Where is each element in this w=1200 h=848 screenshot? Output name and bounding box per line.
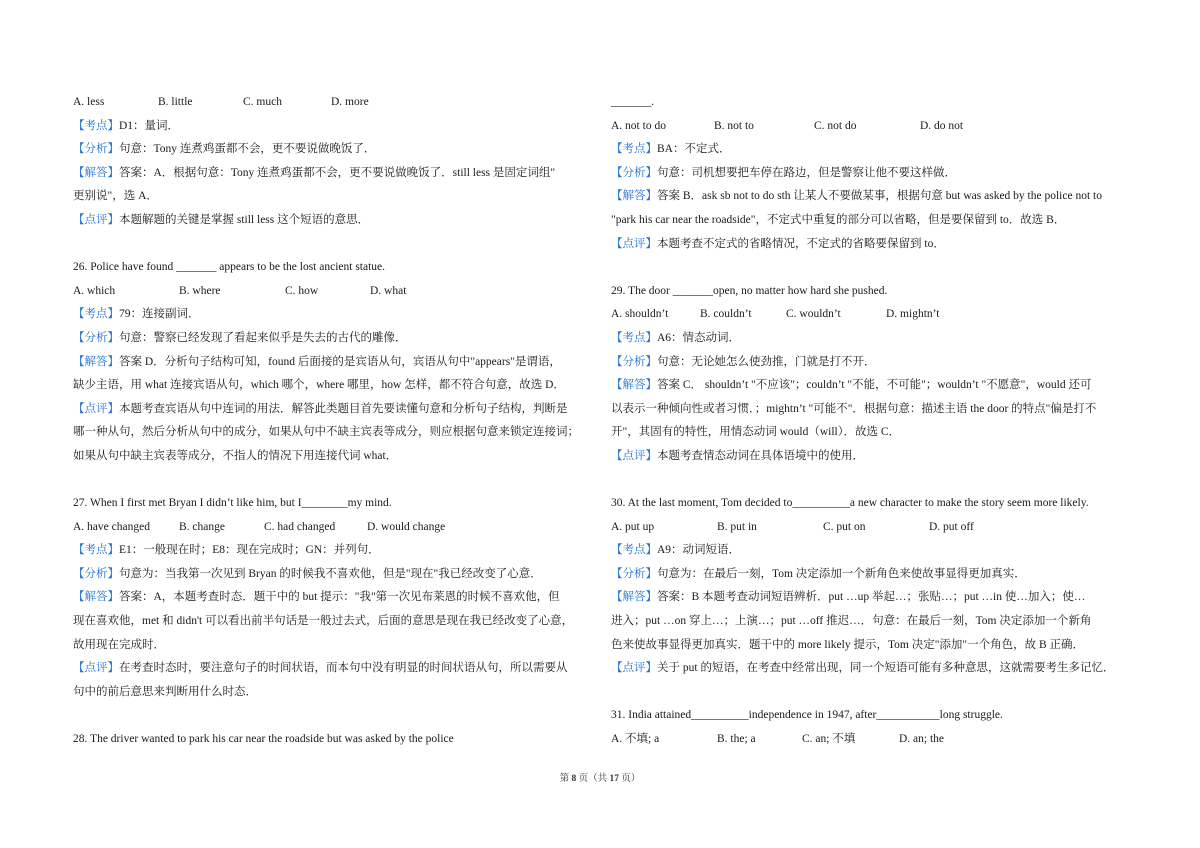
kaodian-tag: 【考点】 — [611, 331, 657, 344]
q26-dianping — [73, 398, 593, 422]
q25-fenxi — [73, 138, 593, 162]
kaodian-tag: 【考点】 — [611, 143, 657, 156]
q30-jieda-cont: 色来使故事显得更加真实．题干中的 more likely 提示，Tom 决定"添加"一个角色，故 B 正确． — [611, 638, 1085, 651]
q27-jieda — [73, 586, 593, 610]
option-b: B. put in — [717, 520, 757, 533]
q27-options — [73, 516, 593, 540]
q25-jieda-cont: 更别说"，选 A． — [73, 190, 158, 203]
dianping-tag: 【点评】 — [611, 449, 657, 462]
option-c: C. how — [285, 284, 319, 297]
q27-fenxi — [73, 563, 593, 587]
q27-dianping — [73, 657, 593, 681]
jieda-text: 答案 C． shouldn’t "不应该"；couldn’t "不能，不可能"；wouldn’t "不愿意"，would 还可 — [657, 379, 1092, 392]
option-a: A. put up — [611, 520, 655, 533]
fenxi-tag: 【分析】 — [73, 143, 119, 156]
fenxi-tag: 【分析】 — [611, 567, 657, 580]
q25-kaodian — [73, 115, 593, 139]
option-a: A. less — [73, 96, 105, 108]
option-b: B. change — [179, 520, 225, 533]
jieda-tag: 【解答】 — [73, 355, 119, 368]
q29-jieda-cont: 开"，其固有的特性，用情态动词 would（will）．故选 C． — [611, 426, 901, 439]
q26-dianping-cont: 哪一种从句，然后分析从句中的成分，如果从句中不缺主宾表等成分，则应根据句意来锁定连接词； — [73, 426, 579, 439]
option-b: B. little — [158, 96, 193, 108]
option-d: D. do not — [920, 119, 964, 132]
jieda-text: 答案：B 本题考查动词短语辨析．put …up 举起…；张贴…；put …in 使…加入；使… — [657, 591, 1086, 604]
q26-options — [73, 280, 593, 304]
dianping-tag: 【点评】 — [611, 662, 657, 675]
q30-stem: 30. At the last moment, Tom decided to__________a new character to make the story seem more likely. — [611, 497, 1089, 510]
q28-jieda — [611, 185, 1131, 209]
option-b: B. couldn’t — [700, 308, 752, 321]
dianping-text: 本题考查情态动词在具体语境中的使用． — [657, 449, 864, 462]
dianping-tag: 【点评】 — [73, 662, 119, 675]
q30-dianping — [611, 657, 1131, 681]
option-c: C. had changed — [264, 520, 336, 533]
q31-options — [611, 728, 1131, 752]
fenxi-text: 句意为：在最后一刻，Tom 决定添加一个新角色来使故事显得更加真实． — [657, 567, 1026, 580]
jieda-tag: 【解答】 — [73, 166, 119, 179]
dianping-text: 本题解题的关键是掌握 still less 这个短语的意思． — [119, 213, 370, 226]
dianping-text: 关于 put 的短语，在考查中经常出现，同一个短语可能有多种意思，这就需要考生多记忆． — [657, 662, 1115, 675]
q29-fenxi — [611, 351, 1131, 375]
option-d: D. put off — [929, 520, 974, 533]
kaodian-text: E1：一般现在时；E8：现在完成时；GN：并列句． — [119, 544, 380, 557]
q28-stem-cont: _______. — [611, 96, 655, 108]
jieda-tag: 【解答】 — [611, 591, 657, 604]
jieda-text: 答案：A，本题考查时态．题干中的 but 提示："我"第一次见布莱恩的时候不喜欢他，但 — [119, 591, 560, 604]
q29-stem: 29. The door _______open, no matter how hard she pushed. — [611, 284, 888, 297]
left-column — [73, 91, 593, 752]
fenxi-text: 句意：司机想要把车停在路边，但是警察让他不要这样做． — [657, 166, 956, 179]
dianping-tag: 【点评】 — [73, 213, 119, 226]
q29-kaodian — [611, 327, 1131, 351]
option-a: A. which — [73, 284, 116, 297]
dianping-text: 在考查时态时，要注意句子的时间状语，而本句中没有明显的时间状语从句，所以需要从 — [119, 662, 568, 675]
option-a: A. have changed — [73, 520, 150, 533]
q28-stem: 28. The driver wanted to park his car near the roadside but was asked by the police — [73, 733, 454, 746]
option-d: D. an; the — [899, 733, 945, 746]
option-a: A. not to do — [611, 119, 666, 132]
q27-dianping-cont: 句中的前后意思来判断用什么时态． — [73, 685, 257, 698]
q29-jieda — [611, 374, 1131, 398]
q28-jieda-cont: "park his car near the roadside"，不定式中重复的部分可以省略，但是要保留到 to．故选 B． — [611, 213, 1066, 226]
kaodian-text: 79：连接副词． — [119, 308, 200, 321]
fenxi-text: 句意：Tony 连煮鸡蛋都不会，更不要说做晚饭了． — [119, 143, 376, 156]
kaodian-text: A6：情态动词． — [657, 331, 741, 344]
jieda-text: 答案 B．ask sb not to do sth 让某人不要做某事，根据句意 but was asked by the police not to — [657, 190, 1102, 203]
q27-jieda-cont: 现在喜欢他，met 和 didn't 可以看出前半句话是一般过去式，后面的意思是现在我已经改变了心意， — [73, 615, 574, 628]
kaodian-tag: 【考点】 — [73, 544, 119, 557]
kaodian-text: A9：动词短语． — [657, 544, 741, 557]
option-a: A. 不填; a — [611, 733, 660, 746]
q31-stem: 31. India attained__________independence in 1947, after___________long struggle. — [611, 709, 1003, 722]
footer-pre: 第 — [559, 774, 572, 784]
q29-jieda-cont: 以表示一种倾向性或者习惯．；mightn’t "可能不"．根据句意：描述主语 the door 的特点"偏是打不 — [611, 402, 1097, 415]
footer-post: 页） — [619, 774, 641, 784]
q28-kaodian — [611, 138, 1131, 162]
option-a: A. shouldn’t — [611, 308, 669, 321]
q28-fenxi — [611, 162, 1131, 186]
jieda-tag: 【解答】 — [73, 591, 119, 604]
q25-options — [73, 91, 593, 115]
q26-jieda — [73, 351, 593, 375]
total-pages: 17 — [609, 774, 619, 784]
fenxi-tag: 【分析】 — [73, 567, 119, 580]
kaodian-text: D1：量词． — [119, 119, 180, 132]
option-b: B. not to — [714, 119, 754, 132]
q26-stem: 26. Police have found _______ appears to be the lost ancient statue. — [73, 261, 386, 274]
q25-dianping — [73, 209, 593, 233]
footer-mid: 页（共 — [576, 774, 610, 784]
page-footer — [0, 770, 1200, 784]
dianping-tag: 【点评】 — [611, 237, 657, 250]
kaodian-text: BA：不定式． — [657, 143, 731, 156]
q30-jieda — [611, 586, 1131, 610]
kaodian-tag: 【考点】 — [73, 119, 119, 132]
option-d: D. what — [370, 284, 407, 297]
q26-kaodian — [73, 303, 593, 327]
fenxi-text: 句意：警察已经发现了看起来似乎是失去的古代的雕像． — [119, 331, 407, 344]
jieda-text: 答案 D．分析句子结构可知，found 后面接的是宾语从句，宾语从句中"appears"是谓语， — [119, 355, 561, 368]
q30-jieda-cont: 进入；put …on 穿上…；上演…；put …off 推迟…．句意：在最后一刻，Tom 决定添加一个新角 — [611, 615, 1092, 628]
q28-options — [611, 115, 1131, 139]
dianping-text: 本题考查不定式的省略情况，不定式的省略要保留到 to． — [657, 237, 945, 250]
option-c: C. an; 不填 — [802, 733, 856, 746]
fenxi-text: 句意：无论她怎么使劲推，门就是打不开． — [657, 355, 876, 368]
option-d: D. would change — [367, 520, 446, 533]
q25-jieda — [73, 162, 593, 186]
q30-fenxi — [611, 563, 1131, 587]
q29-options — [611, 303, 1131, 327]
q27-stem: 27. When I first met Bryan I didn’t like him, but I________my mind. — [73, 497, 392, 510]
fenxi-text: 句意为：当我第一次见到 Bryan 的时候我不喜欢他，但是"现在"我已经改变了心意． — [119, 567, 542, 580]
option-c: C. not do — [814, 119, 857, 132]
page-number: 8 — [571, 774, 577, 784]
option-d: D. mightn’t — [886, 308, 940, 321]
dianping-text: 本题考查宾语从句中连词的用法．解答此类题目首先要读懂句意和分析句子结构，判断是 — [119, 402, 568, 415]
option-c: C. much — [243, 96, 282, 108]
q30-options — [611, 516, 1131, 540]
q27-jieda-cont: 故用现在完成时． — [73, 638, 165, 651]
q28-dianping — [611, 233, 1131, 257]
right-column — [611, 91, 1131, 752]
option-c: C. put on — [823, 520, 866, 533]
fenxi-tag: 【分析】 — [611, 166, 657, 179]
q26-fenxi — [73, 327, 593, 351]
q26-dianping-cont: 如果从句中缺主宾表等成分，不指人的情况下用连接代词 what． — [73, 449, 398, 462]
q30-kaodian — [611, 539, 1131, 563]
q27-kaodian — [73, 539, 593, 563]
option-c: C. wouldn’t — [786, 308, 841, 321]
fenxi-tag: 【分析】 — [611, 355, 657, 368]
q26-jieda-cont: 缺少主语，用 what 连接宾语从句，which 哪个，where 哪里，how 怎样，都不符合句意，故选 D． — [73, 379, 565, 392]
q29-dianping — [611, 445, 1131, 469]
fenxi-tag: 【分析】 — [73, 331, 119, 344]
dianping-tag: 【点评】 — [73, 402, 119, 415]
option-b: B. the; a — [717, 733, 756, 746]
jieda-tag: 【解答】 — [611, 379, 657, 392]
option-d: D. more — [331, 96, 369, 108]
jieda-tag: 【解答】 — [611, 190, 657, 203]
kaodian-tag: 【考点】 — [73, 308, 119, 321]
kaodian-tag: 【考点】 — [611, 544, 657, 557]
jieda-text: 答案：A．根据句意：Tony 连煮鸡蛋都不会，更不要说做晚饭了．still less 是固定词组" — [119, 166, 556, 179]
option-b: B. where — [179, 284, 221, 297]
